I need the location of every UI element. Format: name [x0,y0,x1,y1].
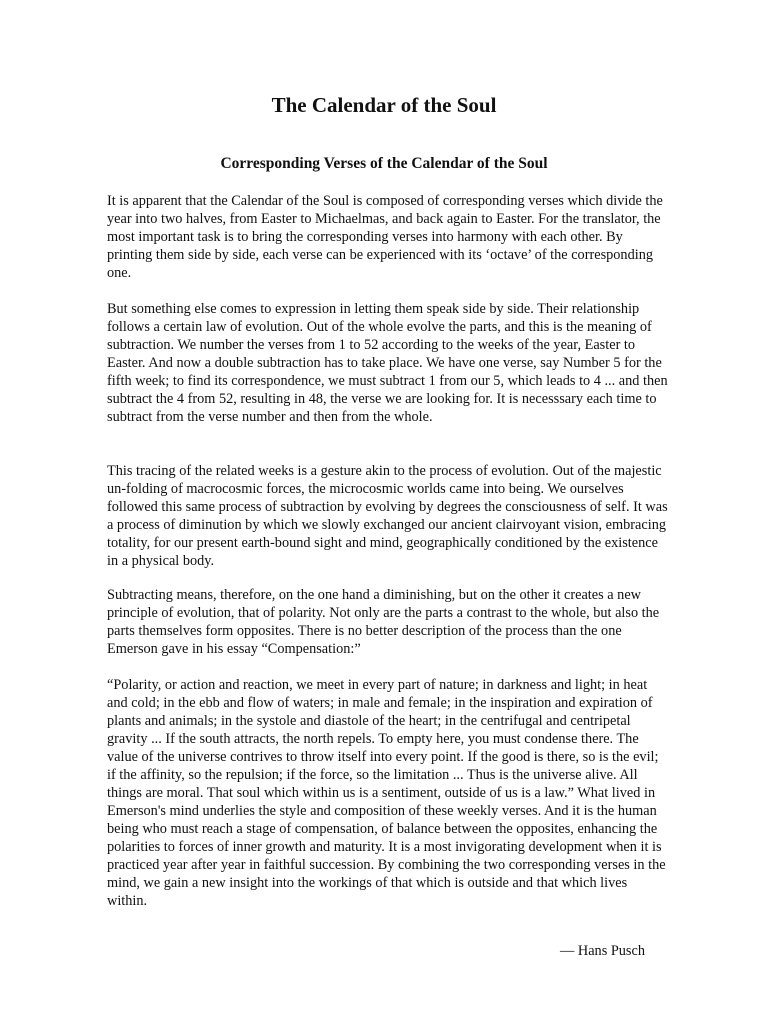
paragraph-2: But something else comes to expression in letting them speak side by side. Their relationship follows a certain law of evolution. Out of the whole evolve the parts, and this is the meaning of subtraction. We number the verses from 1 to 52 according to the weeks of the year, Easter to Easter. And now a double subtraction has to take place. We have one verse, say Number 5 for the fifth week; to find its correspondence, we must subtract 1 from our 5, which leads to 4 ... and then subtract the 4 from 52, resulting in 48, the verse we are looking for. It is necesssary each time to subtract from the verse number and then from the whole. [107,301,668,425]
paragraph-1: It is apparent that the Calendar of the Soul is composed of corresponding verses which divide the year into two halves, from Easter to Michaelmas, and back again to Easter. For the translator, the most important task is to bring the corresponding verses into harmony with each other. By printing them side by side, each verse can be experienced with its ‘octave’ of the corresponding one. [107,193,663,281]
paragraph-4: Subtracting means, therefore, on the one hand a diminishing, but on the other it creates a new principle of evolution, that of polarity. Not only are the parts a contrast to the whole, but also the parts themselves form opposites. There is no better description of the process than the one Emerson gave in his essay “Compensation:” [107,587,660,657]
author-signature: — Hans Pusch [560,943,645,959]
paragraph-3: This tracing of the related weeks is a gesture akin to the process of evolution. Out of the majestic un-folding of macrocosmic forces, the microcosmic worlds came into being. We ourselves followed this same process of subtraction by evolving by degrees the consciousness of self. It was a process of diminution by which we slowly exchanged our ancient clairvoyant vision, embracing totality, for our present earth-bound sight and mind, geographically conditioned by the existence in a physical body. [107,463,668,569]
paragraph-5-emerson-quote: “Polarity, or action and reaction, we meet in every part of nature; in darkness and light; in heat and cold; in the ebb and flow of waters; in male and female; in the inspiration and expiration of plants and animals; in the systole and diastole of the heart; in the centrifugal and centripetal gravity ... If the south attracts, the north repels. To empty here, you must condense there. The value of the universe contrives to throw itself into every point. If the good is there, so is the evil; if the affinity, so the repulsion; if the force, so the limitation ... Thus is the universe alive. All things are moral. That soul which within us is a sentiment, outside of us is a law.” What lived in Emerson's mind underlies the style and composition of these weekly verses. And it is the human being who must reach a stage of compensation, of balance between the opposites, enhancing the polarities to forces of inner growth and maturity. It is a most invigorating development when it is practiced year after year in faithful succession. By combining the two corresponding verses in the mind, we gain a new insight into the workings of that which is outside and that which lives within. [107,677,666,909]
section-subtitle: Corresponding Verses of the Calendar of the Soul [220,155,548,172]
page-title: The Calendar of the Soul [271,93,497,117]
